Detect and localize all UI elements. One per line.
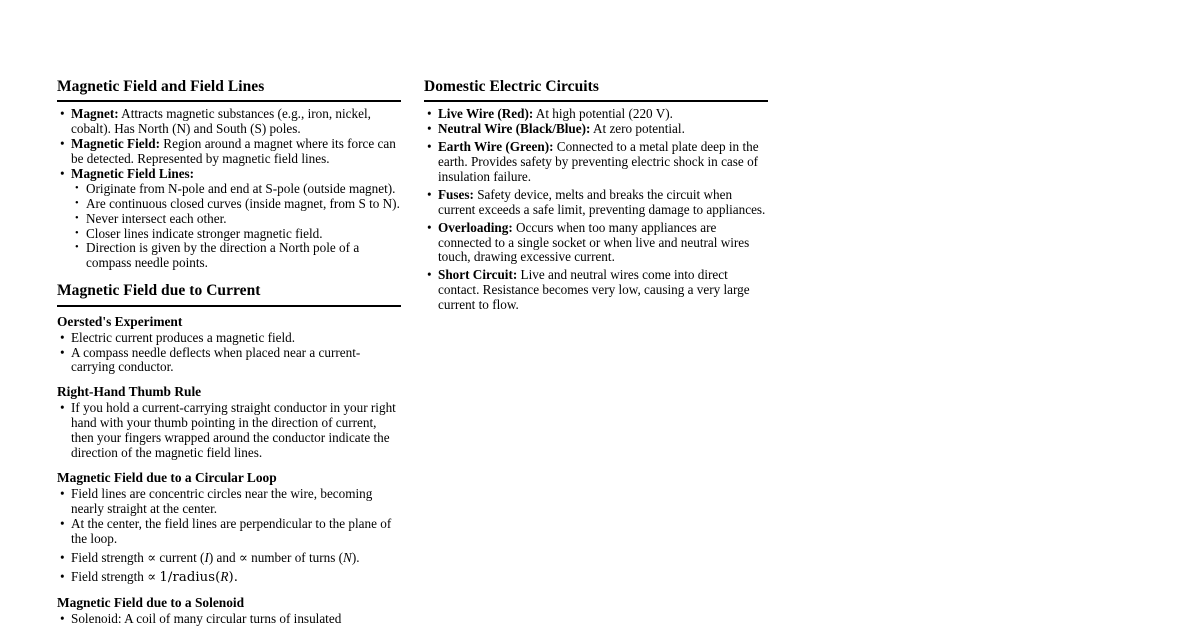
bullet-icon: •	[60, 344, 65, 360]
section-heading-magnetic-field-due-to-current: Magnetic Field due to Current	[57, 282, 401, 306]
bullet-icon: •	[75, 242, 79, 254]
term-label: Earth Wire (Green):	[438, 139, 554, 155]
section-magnetic-field-and-field-lines	[57, 78, 401, 271]
list-item	[57, 612, 401, 627]
item-text: Are continuous closed curves (inside magnet, from S to N).	[86, 195, 400, 211]
list-item	[71, 182, 401, 197]
item-text: Safety device, melts and breaks the circuit when current exceeds a safe limit, preventing damage to appliances.	[438, 186, 766, 217]
bullet-icon: •	[60, 486, 65, 502]
bullet-icon: •	[75, 182, 79, 194]
term-label: Magnetic Field Lines:	[71, 165, 195, 181]
list-magnetic-field-basics	[57, 107, 401, 182]
item-text: Live and neutral wires come into direct contact. Resistance becomes very low, causing a very large current to flow.	[438, 267, 750, 313]
item-text: Connected to a metal plate deep in the earth. Provides safety by preventing electric shock in case of insulation failure.	[438, 139, 759, 184]
bullet-icon: •	[60, 400, 65, 416]
list-item	[424, 140, 768, 185]
item-text: Attracts magnetic substances (e.g., iron, nickel, cobalt). Has North (N) and South (S) poles.	[71, 106, 371, 137]
item-text: At high potential (220 V).	[533, 106, 673, 122]
left-column	[57, 78, 401, 627]
list-item	[424, 268, 768, 313]
two-column-layout	[57, 78, 768, 627]
bullet-icon: •	[60, 165, 65, 181]
term-label: Overloading:	[438, 219, 513, 235]
section-heading-domestic-electric-circuits: Domestic Electric Circuits	[424, 78, 768, 102]
item-text: Closer lines indicate stronger magnetic field.	[86, 225, 323, 241]
subheading-oersteds-experiment: Oersted's Experiment	[57, 313, 183, 329]
list-item	[424, 221, 768, 266]
subheading-magnetic-field-solenoid: Magnetic Field due to a Solenoid	[57, 594, 245, 610]
item-text: Region around a magnet where its force can be detected. Represented by magnetic field lines.	[71, 136, 396, 166]
list-item	[57, 487, 401, 517]
bullet-icon: •	[75, 227, 79, 239]
list-right-hand-thumb-rule	[57, 401, 401, 461]
formula-middle: ) and ∝ number of turns (	[208, 549, 344, 565]
list-item	[71, 197, 401, 212]
bullet-icon: •	[60, 568, 65, 584]
item-text: Direction is given by the direction a North pole of a compass needle points.	[86, 240, 360, 271]
subheading-right-hand-thumb-rule: Right-Hand Thumb Rule	[57, 384, 202, 400]
item-text: At the center, the field lines are perpendicular to the plane of the loop.	[71, 515, 392, 546]
bullet-icon: •	[60, 136, 65, 152]
list-item	[57, 167, 401, 182]
section-magnetic-field-due-to-current	[57, 282, 401, 626]
item-text: Never intersect each other.	[86, 210, 227, 226]
section-domestic-electric-circuits	[424, 78, 768, 313]
formula-prefix: Field strength ∝	[71, 568, 160, 584]
item-text: Solenoid: A coil of many circular turns of insulated	[71, 610, 342, 626]
formula-prefix: Field strength ∝ current (	[71, 549, 205, 565]
term-label: Fuses:	[438, 186, 474, 202]
bullet-icon: •	[427, 219, 432, 235]
list-item	[424, 188, 768, 218]
term-label: Short Circuit:	[438, 267, 518, 283]
list-item	[57, 346, 401, 376]
item-text: Field lines are concentric circles near the wire, becoming nearly straight at the center.	[71, 486, 373, 517]
list-item	[71, 212, 401, 227]
list-circular-loop	[57, 487, 401, 585]
list-item	[57, 331, 401, 346]
list-item	[57, 517, 401, 547]
formula-suffix: ).	[351, 549, 360, 565]
bullet-icon: •	[60, 610, 65, 626]
bullet-icon: •	[427, 267, 432, 283]
list-item	[57, 401, 401, 461]
subheading-magnetic-field-circular-loop: Magnetic Field due to a Circular Loop	[57, 470, 277, 486]
bullet-icon: •	[75, 197, 79, 209]
list-domestic-electric-circuits	[424, 107, 768, 313]
bullet-icon: •	[60, 106, 65, 122]
list-item	[424, 107, 768, 122]
term-label: Magnetic Field:	[71, 136, 160, 152]
list-item	[71, 241, 401, 271]
item-text: Occurs when too many appliances are connected to a single socket or when live and neutral wires touch, drawing excessive current.	[438, 219, 750, 265]
bullet-icon: •	[427, 186, 432, 202]
item-text: At zero potential.	[590, 121, 685, 137]
list-item	[57, 107, 401, 137]
math-variable-current: I	[204, 549, 209, 565]
right-column	[424, 78, 768, 313]
math-variable-turns: N	[343, 549, 352, 565]
math-variable-radius: R	[220, 568, 229, 584]
bullet-icon: •	[427, 106, 432, 122]
bullet-icon: •	[427, 139, 432, 155]
term-label: Magnet:	[71, 106, 119, 122]
item-text: Electric current produces a magnetic field.	[71, 329, 296, 345]
nested-list-field-line-properties	[57, 182, 401, 271]
list-item	[424, 122, 768, 137]
bullet-icon: •	[427, 121, 432, 137]
list-item-formula-turns	[57, 551, 401, 566]
item-text: If you hold a current-carrying straight conductor in your right hand with your thumb pointing in the direction of current, then your fingers wrapped around the conductor indicate the direction of the magnetic field lines.	[71, 400, 396, 461]
formula-suffix: ).	[228, 569, 238, 585]
list-item	[71, 227, 401, 242]
term-label: Live Wire (Red):	[438, 106, 534, 122]
bullet-icon: •	[60, 515, 65, 531]
list-item-formula-radius	[57, 570, 401, 586]
list-solenoid-clipped	[57, 612, 401, 627]
term-label: Neutral Wire (Black/Blue):	[438, 121, 591, 137]
list-item	[57, 137, 401, 167]
list-oersteds-experiment	[57, 331, 401, 376]
math-expression-inverse-radius: 1/radius(	[159, 569, 221, 585]
bullet-icon: •	[60, 549, 65, 565]
bullet-icon: •	[60, 329, 65, 345]
item-text: Originate from N-pole and end at S-pole (outside magnet).	[86, 180, 396, 196]
bullet-icon: •	[75, 212, 79, 224]
item-text: A compass needle deflects when placed near a current-carrying conductor.	[71, 344, 361, 375]
section-heading-magnetic-field-and-field-lines: Magnetic Field and Field Lines	[57, 78, 401, 102]
